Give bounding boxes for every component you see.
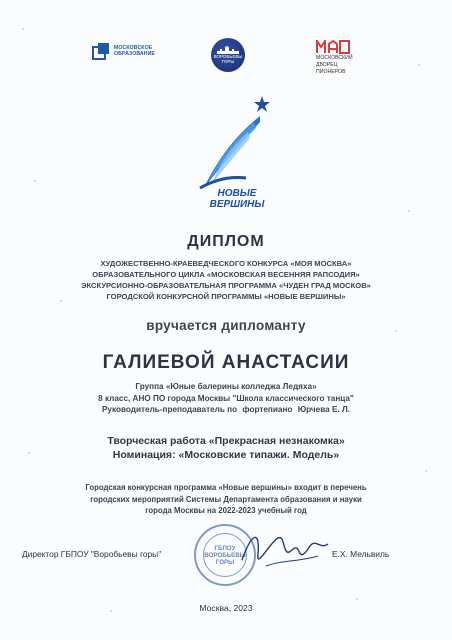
mdp-line3: ПИОНЕРОВ [316,69,346,75]
teacher-name: Юрчева Е. Л. [297,405,351,414]
contest-line: ГОРОДСКОЙ КОНКУРСНОЙ ПРОГРАММЫ «НОВЫЕ ВЕРШИНЫ» [106,292,346,301]
work-title: Творческая работа «Прекрасная незнакомка» [107,435,345,447]
stamp-line: ГОРЫ [215,558,235,566]
nomination: Номинация: «Московские типажи. Модель» [112,449,340,461]
contest-line: ХУДОЖЕСТВЕННО-КРАЕВЕДЧЕСКОГО КОНКУРСА «МОЯ МОСКВА» [100,259,352,268]
recipient-name: ГАЛИЕВОЙ АНАСТАСИИ [102,352,350,373]
skyline-icon [217,46,239,54]
vorobyovy-gory-line2: ГОРЫ [221,59,235,64]
mos-obr-logo [92,42,166,60]
handwritten-signature [236,520,332,576]
note-line: города Москвы на 2022-2023 учебный год [145,506,307,515]
note-line: городских мероприятий Системы Департамента образования и науки [90,494,362,504]
paper-speck [425,470,427,472]
group-line: Группа «Юные балерины колледжа Ледяха» [135,382,317,391]
program-note [0,482,452,517]
mdp-mark-icon [316,40,350,54]
paper-speck [418,64,420,66]
paper-speck [34,180,36,182]
vorobyovy-gory-logo [211,38,245,72]
teacher-prefix: Руководитель-преподаватель по [101,405,238,414]
work-block [0,434,452,462]
awarded-text: вручается дипломанту [146,318,306,333]
brand-line1: НОВЫЕ [217,188,257,199]
mos-obr-icon [92,42,110,60]
stamp-line: ВОРОБЬЕВЫ [204,551,246,559]
mdp-line2: ДВОРЕЦ [316,62,338,68]
stamp-line: ГБПОУ [214,544,236,552]
brand-line2: ВЕРШИНЫ [209,199,265,210]
contest-line: ОБРАЗОВАТЕЛЬНОГО ЦИКЛА «МОСКОВСКАЯ ВЕСЕННЯЯ РАПСОДИЯ» [92,270,360,279]
paper-speck [356,598,358,600]
brand-name [192,188,282,210]
vorobyovy-gory-emblem [211,38,245,72]
teacher-subject: фортепиано [242,405,293,414]
contest-description [0,258,452,302]
note-line: Городская конкурсная программа «Новые вершины» входит в перечень [85,483,367,492]
paper-speck [408,210,410,212]
contest-line: ЭКСКУРСИОННО-ОБРАЗОВАТЕЛЬНАЯ ПРОГРАММА «ЧУДЕН ГРАД МОСКОВ» [81,281,371,290]
paper-speck [22,28,24,30]
signatory-name: Е.Х. Мельвиль [332,549,390,559]
school-line: 8 класс, АНО ПО города Москвы "Школа классического танца" [98,393,354,403]
mdp-line1: МОСКОВСКИЙ [316,55,353,61]
city-year: Москва, 2023 [199,603,253,613]
mdp-logo [316,40,353,75]
diploma-title: ДИПЛОМ [187,233,265,250]
signatory-position: Директор ГБПОУ "Воробьевы горы" [22,549,162,559]
mos-obr-text: МОСКОВСКОЕ ОБРАЗОВАНИЕ [114,45,155,57]
vorobyovy-gory-line1: ВОРОБЬЕВЫ [213,54,243,59]
teacher-line [0,404,452,416]
recipient-details [0,381,452,416]
